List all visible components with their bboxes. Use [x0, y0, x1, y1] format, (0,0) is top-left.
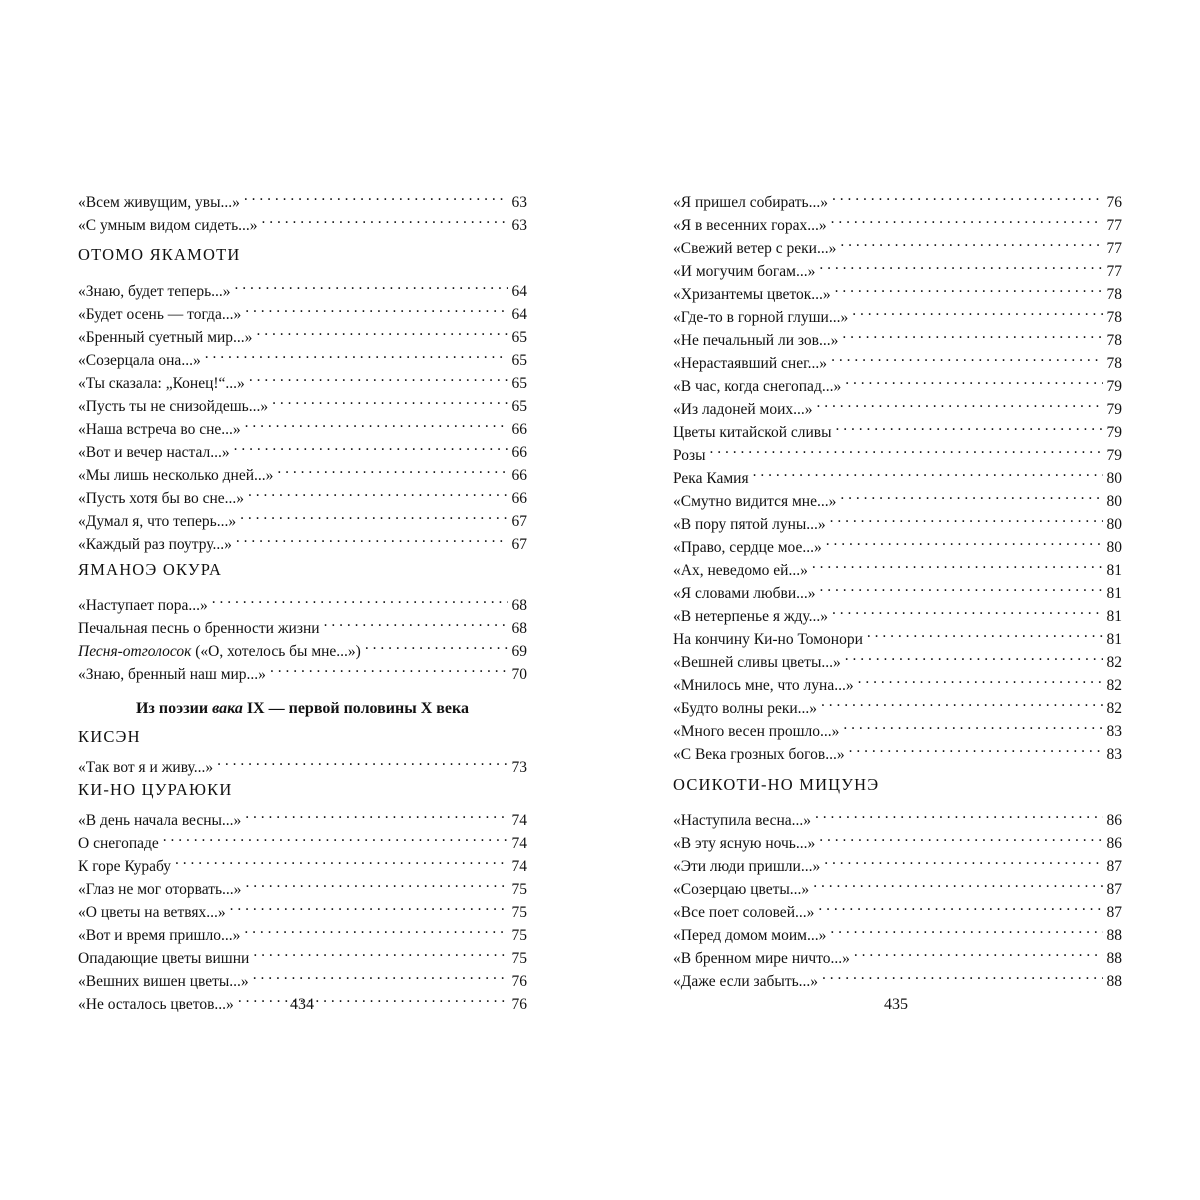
toc-list-mitsune — [673, 802, 1122, 990]
toc-list-continued — [673, 184, 1122, 763]
toc-entry-title: «Даже если забыть...» — [673, 973, 819, 990]
toc-entry-page: 65 — [511, 375, 527, 392]
dot-leader — [163, 825, 508, 848]
toc-entry-title: «Право, сердце мое...» — [673, 539, 822, 556]
dot-leader — [710, 437, 1103, 460]
toc-entry-title: Печальная песнь о бренности жизни — [78, 620, 320, 637]
toc-entry-title: «Знаю, бренный наш мир...» — [78, 666, 266, 683]
dot-leader — [235, 273, 508, 296]
dot-leader — [245, 296, 507, 319]
toc-entry-page: 66 — [511, 490, 527, 507]
toc-entry-title: «Вешних вишен цветы...» — [78, 973, 249, 990]
dot-leader — [858, 667, 1103, 690]
section-heading-pre: Из поэзии — [135, 700, 213, 717]
toc-entry-title: К горе Курабу — [78, 858, 172, 875]
toc-entry-title: «Будто волны реки...» — [673, 700, 818, 717]
toc-entry-page: 75 — [511, 950, 527, 967]
toc-entry — [673, 460, 1122, 487]
toc-entry-page: 83 — [1106, 723, 1122, 740]
toc-entry-title: «Вот и вечер настал...» — [78, 444, 230, 461]
dot-leader — [824, 848, 1102, 871]
toc-entry-title: «Я пришел собирать...» — [673, 194, 828, 211]
section-heading-post: IX — первой половины X века — [242, 700, 469, 717]
toc-entry-page: 79 — [1106, 447, 1122, 464]
toc-entry-title: «Пусть ты не снизойдешь...» — [78, 398, 269, 415]
toc-entry-title: «Мнилось мне, что луна...» — [673, 677, 854, 694]
toc-entry-page: 88 — [1106, 927, 1122, 944]
dot-leader — [815, 802, 1102, 825]
toc-entry-title: «Эти люди пришли...» — [673, 858, 821, 875]
toc-entry-page: 80 — [1106, 470, 1122, 487]
toc-entry-title: «Не печальный ли зов...» — [673, 332, 839, 349]
toc-list-kisen — [78, 749, 527, 776]
toc-entry-title: «В день начала весны...» — [78, 812, 242, 829]
toc-entry-page: 82 — [1106, 700, 1122, 717]
dot-leader — [249, 365, 508, 388]
toc-entry — [673, 437, 1122, 464]
dot-leader — [812, 552, 1103, 575]
toc-entry-title: «Ты сказала: „Конец!“...» — [78, 375, 245, 392]
dot-leader — [217, 749, 507, 772]
toc-entry-title: «В нетерпенье я жду...» — [673, 608, 829, 625]
dot-leader — [826, 529, 1103, 552]
toc-entry — [673, 184, 1122, 211]
toc-entry-title: Опадающие цветы вишни — [78, 950, 250, 967]
toc-list-otomo — [78, 273, 527, 553]
toc-entry-title: «Бренный суетный мир...» — [78, 329, 253, 346]
dot-leader — [245, 802, 507, 825]
toc-entry-title: «Каждый раз поутру...» — [78, 536, 232, 553]
dot-leader — [175, 848, 507, 871]
toc-entry-page: 64 — [511, 306, 527, 323]
section-heading — [78, 697, 527, 721]
dot-leader — [845, 644, 1103, 667]
toc-entry-page: 66 — [511, 444, 527, 461]
dot-leader — [272, 388, 507, 411]
dot-leader — [854, 940, 1103, 963]
toc-entry-page: 68 — [511, 620, 527, 637]
toc-entry — [78, 273, 527, 300]
toc-entry-page: 75 — [511, 927, 527, 944]
left-page — [78, 184, 527, 1013]
toc-entry — [673, 802, 1122, 829]
toc-entry-page: 65 — [511, 329, 527, 346]
dot-leader — [253, 963, 508, 986]
toc-entry-page: 76 — [1106, 194, 1122, 211]
dot-leader — [245, 411, 508, 434]
toc-entry-title: «Созерцаю цветы...» — [673, 881, 810, 898]
dot-leader — [822, 963, 1102, 986]
toc-entry-title: «Созерцала она...» — [78, 352, 201, 369]
toc-entry-title: «Знаю, будет теперь...» — [78, 283, 231, 300]
author-heading: ОСИКОТИ-НО МИЦУНЭ — [673, 775, 880, 794]
author-heading: КИСЭН — [78, 727, 141, 746]
author-heading: ОТОМО ЯКАМОТИ — [78, 245, 241, 264]
page-number-right: 435 — [884, 996, 908, 1013]
toc-entry-title: «В эту ясную ночь...» — [673, 835, 816, 852]
toc-entry-title: «Смутно видится мне...» — [673, 493, 837, 510]
toc-entry-title: «Вешней сливы цветы...» — [673, 654, 841, 671]
toc-entry-page: 82 — [1106, 677, 1122, 694]
toc-entry-title: «Не осталось цветов...» — [78, 996, 234, 1013]
toc-entry-page: 65 — [511, 398, 527, 415]
dot-leader — [205, 342, 508, 365]
toc-entry-page: 79 — [1106, 424, 1122, 441]
dot-leader — [830, 506, 1103, 529]
toc-entry-title: «Глаз не мог оторвать...» — [78, 881, 242, 898]
toc-entry-page: 78 — [1106, 309, 1122, 326]
dot-leader — [840, 230, 1102, 253]
toc-entry-title: «Где-то в горной глуши...» — [673, 309, 849, 326]
dot-leader — [244, 917, 507, 940]
toc-entry-page: 77 — [1106, 217, 1122, 234]
toc-entry-title: Река Камия — [673, 470, 749, 487]
toc-entry-title: «И могучим богам...» — [673, 263, 816, 280]
toc-entry-title: «Мы лишь несколько дней...» — [78, 467, 274, 484]
toc-entry-title-italic: Песня-отголосок — [78, 643, 192, 660]
toc-entry-page: 78 — [1106, 332, 1122, 349]
toc-entry-title: «Свежий ветер с реки...» — [673, 240, 837, 257]
toc-entry-title: «Вот и время пришло...» — [78, 927, 241, 944]
toc-entry-title: «С умным видом сидеть...» — [78, 217, 258, 234]
dot-leader — [852, 299, 1102, 322]
toc-entry-page: 81 — [1106, 631, 1122, 648]
author-heading: ЯМАНОЭ ОКУРА — [78, 560, 223, 579]
toc-entry-page: 87 — [1106, 881, 1122, 898]
toc-entry-title: О снегопаде — [78, 835, 159, 852]
toc-entry-page: 79 — [1106, 378, 1122, 395]
toc-entry — [78, 184, 527, 211]
toc-entry-title: «Нерастаявший снег...» — [673, 355, 828, 372]
toc-list-tsurayuki — [78, 802, 527, 1013]
toc-entry-page: 79 — [1106, 401, 1122, 418]
toc-entry-title: «Перед домом моим...» — [673, 927, 827, 944]
toc-entry-page: 86 — [1106, 835, 1122, 852]
toc-entry-page: 80 — [1106, 516, 1122, 533]
toc-entry-page: 83 — [1106, 746, 1122, 763]
toc-entry-title: «Пусть хотя бы во сне...» — [78, 490, 245, 507]
toc-entry-page: 86 — [1106, 812, 1122, 829]
dot-leader — [821, 690, 1102, 713]
dot-leader — [230, 894, 508, 917]
toc-entry-page: 78 — [1106, 355, 1122, 372]
dot-leader — [830, 917, 1102, 940]
toc-entry-page: 88 — [1106, 950, 1122, 967]
toc-entry-page: 76 — [511, 973, 527, 990]
toc-entry-title: «Наступила весна...» — [673, 812, 812, 829]
toc-entry-title: «Все поет соловей...» — [673, 904, 815, 921]
toc-entry-title: «С Века грозных богов...» — [673, 746, 845, 763]
toc-entry-title: «Ах, неведомо ей...» — [673, 562, 808, 579]
dot-leader — [819, 825, 1102, 848]
toc-entry-page: 81 — [1106, 562, 1122, 579]
dot-leader — [849, 736, 1103, 759]
toc-entry-page: 74 — [511, 858, 527, 875]
dot-leader — [831, 345, 1102, 368]
dot-leader — [831, 207, 1103, 230]
toc-entry-page: 74 — [511, 812, 527, 829]
toc-entry-page: 66 — [511, 467, 527, 484]
toc-entry-title: «В бренном мире ничто...» — [673, 950, 850, 967]
page-number-left: 434 — [290, 996, 314, 1013]
dot-leader — [248, 480, 507, 503]
dot-leader — [835, 276, 1103, 299]
toc-entry-page: 66 — [511, 421, 527, 438]
toc-entry-page: 74 — [511, 835, 527, 852]
section-heading-italic: вака — [212, 700, 243, 717]
toc-entry — [78, 749, 527, 776]
right-page — [673, 184, 1122, 990]
toc-entry-page: 63 — [511, 217, 527, 234]
toc-entry-page: 75 — [511, 881, 527, 898]
dot-leader — [270, 656, 508, 679]
toc-entry-page: 88 — [1106, 973, 1122, 990]
toc-entry-page: 63 — [511, 194, 527, 211]
toc-entry-title: «Я в весенних горах...» — [673, 217, 827, 234]
toc-entry-title: Цветы китайской сливы — [673, 424, 832, 441]
dot-leader — [845, 368, 1102, 391]
toc-entry-page: 77 — [1106, 263, 1122, 280]
toc-list-yamanoe — [78, 587, 527, 683]
dot-leader — [236, 526, 508, 549]
toc-entry-title: «Хризантемы цветок...» — [673, 286, 831, 303]
toc-entry-page: 67 — [511, 536, 527, 553]
dot-leader — [832, 598, 1102, 621]
dot-leader — [842, 322, 1102, 345]
dot-leader — [813, 871, 1102, 894]
toc-entry — [78, 802, 527, 829]
toc-entry-page: 87 — [1106, 858, 1122, 875]
dot-leader — [820, 575, 1103, 598]
dot-leader — [867, 621, 1103, 644]
dot-leader — [245, 871, 507, 894]
toc-entry-title: «Думал я, что теперь...» — [78, 513, 237, 530]
toc-entry-page: 80 — [1106, 539, 1122, 556]
toc-entry-page: 81 — [1106, 585, 1122, 602]
toc-entry-page: 76 — [511, 996, 527, 1013]
toc-entry-title: «Из ладоней моих...» — [673, 401, 813, 418]
toc-entry-page: 65 — [511, 352, 527, 369]
dot-leader — [277, 457, 507, 480]
dot-leader — [324, 610, 508, 633]
toc-entry — [78, 587, 527, 614]
dot-leader — [240, 503, 507, 526]
dot-leader — [819, 253, 1102, 276]
toc-entry-title: «Всем живущим, увы...» — [78, 194, 240, 211]
dot-leader — [212, 587, 508, 610]
toc-entry-page: 87 — [1106, 904, 1122, 921]
toc-entry-page: 64 — [511, 283, 527, 300]
dot-leader — [253, 940, 507, 963]
toc-entry-title: «В час, когда снегопад...» — [673, 378, 842, 395]
dot-leader — [843, 713, 1102, 736]
toc-entry-title: «В пору пятой луны...» — [673, 516, 826, 533]
dot-leader — [832, 184, 1103, 207]
dot-leader — [234, 434, 508, 457]
toc-entry-page: 68 — [511, 597, 527, 614]
toc-entry-page: 77 — [1106, 240, 1122, 257]
dot-leader — [753, 460, 1103, 483]
toc-entry-title: «Много весен прошло...» — [673, 723, 840, 740]
dot-leader — [840, 483, 1102, 506]
toc-entry-page: 73 — [511, 759, 527, 776]
dot-leader — [817, 391, 1103, 414]
dot-leader — [836, 414, 1103, 437]
toc-entry-title: «Так вот я и живу...» — [78, 759, 214, 776]
toc-entry-page: 70 — [511, 666, 527, 683]
toc-entry-page: 69 — [511, 643, 527, 660]
dot-leader — [256, 319, 507, 342]
toc-entry-title: «Будет осень — тогда...» — [78, 306, 242, 323]
dot-leader — [244, 184, 508, 207]
author-heading: КИ-НО ЦУРАЮКИ — [78, 780, 233, 799]
toc-entry-page: 80 — [1106, 493, 1122, 510]
toc-list-opening — [78, 184, 527, 234]
toc-entry-title-rest: («О, хотелось бы мне...») — [191, 643, 361, 660]
dot-leader — [365, 633, 508, 656]
toc-entry-title: «Я словами любви...» — [673, 585, 816, 602]
toc-entry-title: «Наша встреча во сне...» — [78, 421, 241, 438]
toc-entry-title: «Наступает пора...» — [78, 597, 208, 614]
toc-entry-title: На кончину Ки-но Томонори — [673, 631, 863, 648]
toc-entry-page: 67 — [511, 513, 527, 530]
toc-entry-page: 75 — [511, 904, 527, 921]
toc-entry-page: 78 — [1106, 286, 1122, 303]
dot-leader — [262, 207, 508, 230]
toc-entry-page: 82 — [1106, 654, 1122, 671]
toc-entry-page: 81 — [1106, 608, 1122, 625]
toc-entry-title: «О цветы на ветвях...» — [78, 904, 226, 921]
dot-leader — [818, 894, 1102, 917]
toc-entry-title: Розы — [673, 447, 706, 464]
